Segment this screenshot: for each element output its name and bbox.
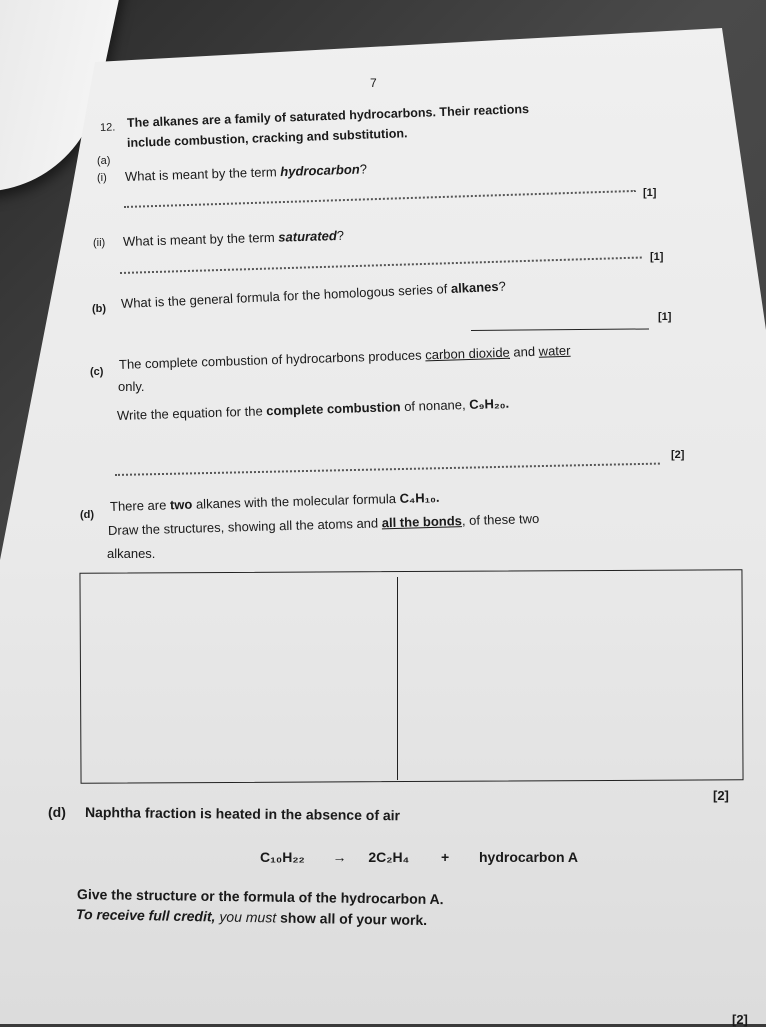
- equation: [260, 849, 578, 865]
- equation-product-1: 2C₂H₄: [368, 849, 410, 865]
- page-number: 7: [370, 76, 377, 90]
- part-b-question: What is the general formula for the homologous series of alkanes?: [120, 278, 507, 311]
- part-d-alkanes: alkanes.: [107, 546, 156, 561]
- equation-arrow: →: [332, 849, 347, 865]
- part-d-instruction: Draw the structures, showing all the atoms and all the bonds, of these two: [107, 510, 540, 538]
- drawing-box[interactable]: [79, 569, 743, 783]
- question-number: 12.: [99, 121, 116, 134]
- part-d2-statement: Naphtha fraction is heated in the absence of air: [84, 804, 401, 824]
- intro-line-1: The alkanes are a family of saturated hydrocarbons. Their reactions: [126, 101, 530, 130]
- part-c-only: only.: [118, 379, 145, 394]
- marks-c: [2]: [671, 449, 685, 461]
- part-a-i-question: What is meant by the term hydrocarbon?: [124, 161, 368, 184]
- part-d-label: (d): [80, 509, 95, 521]
- part-b-label: (b): [92, 303, 107, 315]
- part-c-statement: The complete combustion of hydrocarbons produces carbon dioxide and water: [118, 342, 571, 372]
- equation-plus: +: [441, 849, 450, 865]
- part-a-label: (a): [97, 155, 111, 167]
- marks-a-i: [1]: [643, 187, 657, 199]
- marks-d: [2]: [713, 788, 729, 803]
- equation-reactant: C₁₀H₂₂: [260, 849, 305, 865]
- credit-instruction: To receive full credit, you must show all of your work.: [75, 906, 428, 929]
- intro-line-2: include combustion, cracking and substitution.: [126, 126, 408, 150]
- give-structure-instruction: Give the structure or the formula of the hydrocarbon A.: [76, 886, 444, 908]
- marks-b: [1]: [658, 311, 672, 323]
- part-c-instruction: Write the equation for the complete combustion of nonane, C₉H₂₀.: [116, 395, 510, 423]
- part-a-ii-question: What is meant by the term saturated?: [122, 227, 345, 249]
- marks-a-ii: [1]: [650, 251, 664, 263]
- part-a-ii-label: (ii): [93, 237, 106, 249]
- part-d-statement: There are two alkanes with the molecular formula C₄H₁₀.: [109, 489, 440, 514]
- equation-product-2: hydrocarbon A: [478, 849, 579, 865]
- marks-bottom: [2]: [732, 1012, 748, 1027]
- part-d2-label: (d): [48, 804, 66, 820]
- part-a-i-label: (i): [97, 172, 107, 184]
- drawing-box-divider: [397, 577, 398, 780]
- part-c-label: (c): [90, 366, 104, 378]
